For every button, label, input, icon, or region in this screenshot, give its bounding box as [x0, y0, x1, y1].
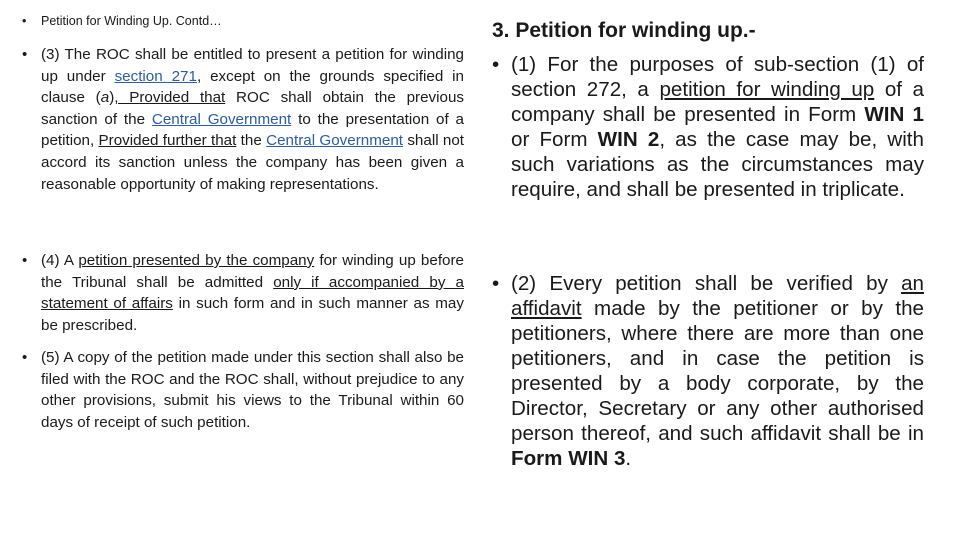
text: . — [625, 447, 632, 470]
text: (4) A — [41, 252, 79, 269]
section-271-link[interactable]: section 271 — [114, 67, 197, 85]
right-bullet-form-win — [492, 52, 924, 202]
text: shall not accord its sanction unless the company has been given a reasonable opportunity of making representations. — [41, 132, 465, 193]
central-government-link[interactable]: Central Government — [266, 132, 403, 150]
text: , as the case may be, with such variations as the circumstances may require, and shall be presented in triplicate. — [511, 128, 924, 201]
proviso-underline: , Provided that — [114, 89, 226, 107]
central-government-link[interactable]: Central Government — [151, 110, 292, 128]
text: ) — [109, 89, 115, 107]
text: made by the petitioner or by the petitioners, where there are more than one petitioners, and in case the petition is presented by a body corporate, by the Director, Secretary or any other authorised person thereof, and such affidavit shall be in — [511, 297, 924, 445]
underlined-text: only if accompanied by a statement of affairs — [41, 273, 464, 313]
text: of a company shall be presented in Form — [511, 78, 924, 126]
left-bullet-company-petition — [22, 250, 464, 336]
underlined-text: petition for winding up — [659, 78, 875, 101]
underlined-text: an affidavit — [511, 272, 924, 320]
left-bullet-copy-to-roc — [22, 347, 464, 433]
text: (3) The ROC shall be entitled to present a petition for winding up under — [41, 46, 464, 85]
form-name: Form WIN 3 — [511, 447, 626, 470]
text: or Form — [511, 128, 598, 151]
text: ROC shall obtain the previous sanction of the — [41, 89, 464, 128]
text: (2) Every petition shall be verified by — [511, 272, 902, 295]
left-heading: • Petition for Winding Up. Contd… — [22, 13, 222, 29]
text: , except on the grounds specified in clause ( — [41, 67, 464, 107]
text: (5) A copy of the petition made under this section shall also be filed with the ROC and the ROC shall, without prejudice to any other provisions, submit his views to the Tribunal within 60 days of receipt of such petition. — [41, 349, 464, 431]
text: for winding up before the Tribunal shall be admitted — [41, 252, 464, 291]
proviso-underline: Provided further that — [98, 132, 237, 150]
form-name: WIN 2 — [597, 128, 660, 151]
text: to the presentation of a petition, — [41, 110, 464, 150]
right-bullet-affidavit — [492, 271, 924, 471]
text: in such form and in such manner as may be prescribed. — [41, 295, 464, 334]
form-name: WIN 1 — [864, 103, 924, 126]
text: (1) For the purposes of sub-section (1) of section 272, a — [511, 53, 924, 101]
left-bullet-roc-petition — [22, 44, 464, 195]
text: the — [236, 132, 267, 150]
underlined-text: petition presented by the company — [78, 252, 315, 269]
right-heading: 3. Petition for winding up.- — [492, 19, 756, 42]
clause-letter: a — [100, 89, 110, 107]
